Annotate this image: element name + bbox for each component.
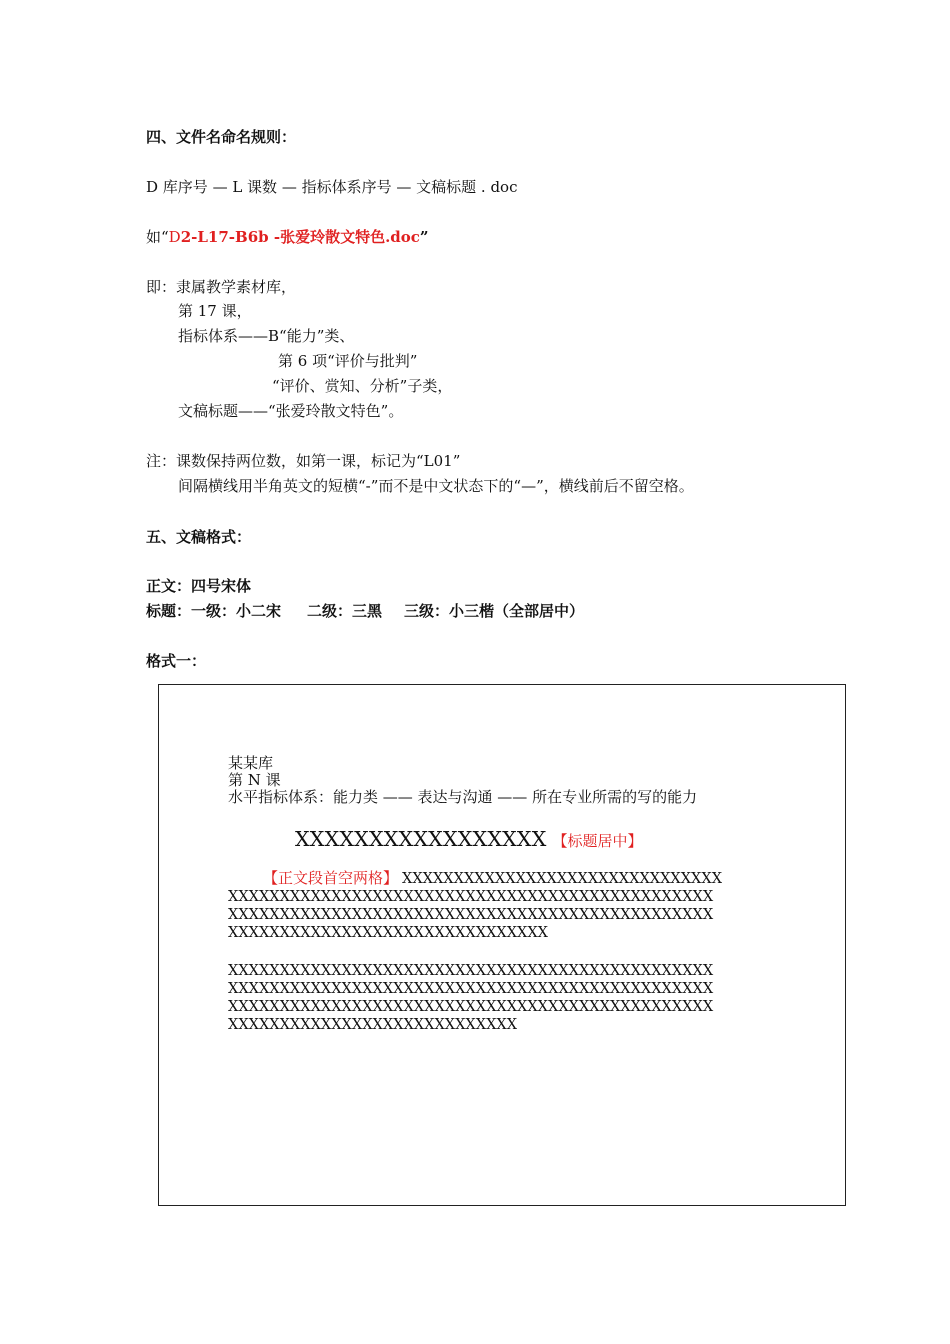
example-filename: 2-L17-B6b -张爱玲散文特色.doc	[180, 228, 420, 246]
example-d: D	[168, 228, 181, 246]
sample-lesson: 第 N 课	[228, 771, 281, 789]
title-level-3: 三级：小三楷（全部居中）	[404, 602, 585, 620]
sample-title-row	[295, 826, 643, 854]
explain-line: “评价、赏知、分析”子类，	[272, 377, 453, 395]
title-font-spec	[146, 601, 584, 621]
explain-line: 文稿标题——“张爱玲散文特色”。	[178, 402, 404, 420]
sample-para-1-first	[263, 869, 722, 888]
para-indent-note: 【正文段首空两格】	[263, 869, 399, 887]
para-text: XXXXXXXXXXXXXXXXXXXXXXXXXXXXXXX	[228, 925, 549, 941]
explain-line: 第 6 项“评价与批判”	[278, 352, 418, 370]
note-line: 间隔横线用半角英文的短横“-”而不是中文状态下的“—”，横线前后不留空格。	[178, 477, 694, 495]
example-prefix: 如“	[146, 228, 169, 246]
explain-line: 指标体系——B“能力”类、	[178, 327, 355, 345]
sample-library: 某某库	[228, 754, 274, 772]
para-text: XXXXXXXXXXXXXXXXXXXXXXXXXXXXXXXXXXXXXXXXXXXXXXX	[228, 907, 714, 923]
section-5-heading: 五、文稿格式：	[146, 528, 252, 546]
example-suffix: ”	[419, 228, 429, 246]
para-text: XXXXXXXXXXXXXXXXXXXXXXXXXXXXXXXXXXXXXXXXXXXXXXX	[228, 999, 714, 1015]
title-level-2: 二级：三黑	[307, 602, 383, 620]
section-4-heading: 四、文件名命名规则：	[146, 128, 297, 146]
title-level-1: 标题：一级：小二宋	[146, 602, 282, 620]
body-font-spec: 正文：四号宋体	[146, 577, 252, 595]
para-text: XXXXXXXXXXXXXXXXXXXXXXXXXXXXXXXXXXXXXXXXXXXXXXX	[228, 981, 714, 997]
para-text: XXXXXXXXXXXXXXXXXXXXXXXXXXXXXXX	[402, 871, 723, 887]
para-text: XXXXXXXXXXXXXXXXXXXXXXXXXXXXXXXXXXXXXXXXXXXXXXX	[228, 963, 714, 979]
explain-line: 第 17 课，	[178, 302, 252, 320]
explain-line: 即：隶属教学素材库，	[146, 278, 297, 296]
para-text: XXXXXXXXXXXXXXXXXXXXXXXXXXXX	[228, 1017, 518, 1033]
format-one-label: 格式一：	[146, 652, 207, 670]
format-sample-box	[158, 684, 846, 1206]
note-line: 注：课数保持两位数，如第一课，标记为“L01”	[146, 452, 461, 470]
para-text: XXXXXXXXXXXXXXXXXXXXXXXXXXXXXXXXXXXXXXXXXXXXXXX	[228, 889, 714, 905]
title-center-note: 【标题居中】	[552, 832, 643, 850]
naming-pattern: D 库序号 — L 课数 — 指标体系序号 — 文稿标题 . doc	[146, 178, 518, 196]
naming-example	[146, 227, 429, 247]
sample-title: XXXXXXXXXXXXXXXXX	[295, 827, 547, 851]
sample-indicator: 水平指标体系：能力类 —— 表达与沟通 —— 所在专业所需的写的能力	[228, 788, 698, 806]
